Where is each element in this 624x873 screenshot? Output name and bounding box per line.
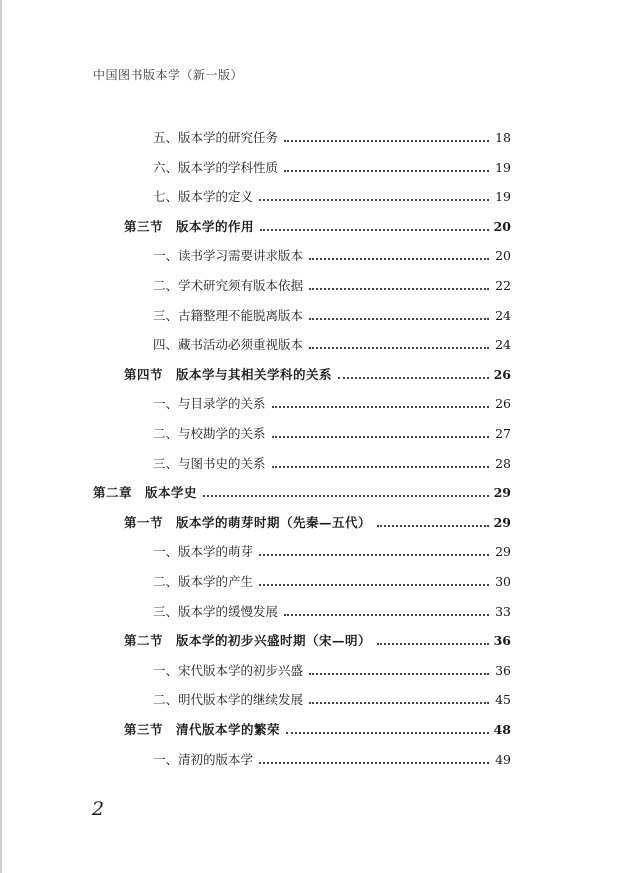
toc-entry-title: 一、版本学的萌芽 — [153, 544, 254, 560]
dot-leader — [286, 732, 489, 734]
toc-entry-item — [153, 393, 511, 415]
toc-entry-item — [153, 453, 511, 475]
toc-entry-title: 第三节 清代版本学的繁荣 — [124, 722, 281, 737]
dot-leader — [309, 702, 489, 704]
toc-entry-title: 一、清初的版本学 — [153, 751, 254, 767]
dot-leader — [259, 584, 489, 586]
toc-entry-item — [153, 245, 511, 267]
toc-entry-page: 36 — [493, 633, 511, 649]
toc-entry-page: 28 — [495, 455, 511, 471]
dot-leader — [284, 140, 489, 142]
running-header: 中国图书版本学（新一版） — [93, 68, 244, 82]
toc-entry-item — [153, 157, 511, 179]
toc-entry-page: 20 — [495, 248, 511, 264]
toc-entry-item — [153, 601, 511, 623]
toc-entry-page: 36 — [495, 662, 511, 678]
toc-entry-page: 19 — [495, 189, 511, 205]
toc-entry-title: 六、版本学的学科性质 — [153, 159, 279, 175]
toc-entry-section — [124, 719, 511, 741]
toc-entry-title: 一、读书学习需要讲求版本 — [153, 248, 304, 264]
toc-entry-title: 第四节 版本学与其相关学科的关系 — [124, 366, 333, 382]
toc-entry-item — [153, 334, 511, 356]
toc-entry-page: 29 — [495, 544, 511, 560]
dot-leader — [272, 436, 489, 438]
toc-entry-page: 45 — [495, 692, 511, 708]
toc-entry-section — [124, 364, 511, 386]
toc-entry-page: 33 — [495, 603, 511, 619]
toc-entry-title: 一、宋代版本学的初步兴盛 — [153, 662, 304, 678]
toc-entry-title: 四、藏书活动必须重视版本 — [153, 337, 304, 353]
toc-entry-title: 第二节 版本学的初步兴盛时期（宋—明） — [124, 633, 372, 649]
toc-entry-item — [153, 660, 511, 682]
dot-leader — [338, 377, 489, 379]
toc-entry-title: 七、版本学的定义 — [153, 189, 254, 205]
toc-entry-section — [124, 512, 511, 534]
toc-entry-page: 19 — [495, 159, 511, 175]
toc-entry-item — [153, 689, 511, 711]
toc-entry-page: 30 — [495, 574, 511, 589]
toc-entry-section — [124, 630, 511, 652]
dot-leader — [309, 318, 489, 320]
dot-leader — [309, 288, 489, 290]
toc-entry-page: 29 — [493, 485, 511, 501]
toc-entry-item — [153, 423, 511, 445]
dot-leader — [259, 199, 489, 201]
toc-entry-page: 26 — [493, 366, 511, 382]
toc-entry-title: 第一节 版本学的萌芽时期（先秦—五代） — [124, 514, 372, 530]
dot-leader — [272, 466, 489, 468]
toc-entry-title: 一、与目录学的关系 — [153, 396, 266, 412]
toc-entry-page: 22 — [495, 278, 511, 293]
dot-leader — [309, 258, 489, 260]
toc-entry-section — [124, 216, 511, 238]
toc-entry-page: 27 — [495, 426, 511, 441]
toc-entry-page: 24 — [495, 337, 511, 353]
toc-entry-item — [153, 186, 511, 208]
toc-entry-title: 二、与校勘学的关系 — [153, 426, 266, 441]
page-number: 2 — [92, 798, 105, 820]
dot-leader — [377, 525, 489, 527]
toc-entry-item — [153, 275, 511, 297]
toc-entry-page: 26 — [495, 396, 511, 412]
toc-entry-chapter — [93, 482, 511, 504]
dot-leader — [272, 406, 489, 408]
toc-entry-title: 二、学术研究须有版本依据 — [153, 278, 304, 293]
toc-entry-title: 三、古籍整理不能脱离版本 — [153, 307, 304, 323]
dot-leader — [377, 643, 489, 645]
toc-entry-page: 24 — [495, 307, 511, 323]
toc-entry-page: 48 — [493, 722, 511, 737]
dot-leader — [309, 347, 489, 349]
toc-entry-item — [153, 749, 511, 771]
toc-entry-title: 第三节 版本学的作用 — [124, 218, 255, 234]
toc-entry-item — [153, 541, 511, 563]
toc-entry-page: 20 — [493, 218, 511, 234]
toc-entry-title: 第二章 版本学史 — [93, 485, 198, 501]
dot-leader — [203, 495, 489, 497]
toc-entry-title: 二、版本学的产生 — [153, 574, 254, 589]
dot-leader — [309, 673, 489, 675]
dot-leader — [284, 614, 489, 616]
dot-leader — [259, 762, 489, 764]
toc-entry-title: 三、版本学的缓慢发展 — [153, 603, 279, 619]
toc-entry-item — [153, 571, 511, 593]
toc-entry-page: 18 — [495, 130, 511, 145]
toc-entry-item — [153, 305, 511, 327]
dot-leader — [284, 170, 489, 172]
toc-entry-page: 29 — [493, 514, 511, 530]
toc-entry-title: 二、明代版本学的继续发展 — [153, 692, 304, 708]
toc-entry-item — [153, 127, 511, 149]
toc-entry-title: 五、版本学的研究任务 — [153, 130, 279, 145]
toc-entry-page: 49 — [495, 751, 511, 767]
dot-leader — [260, 229, 489, 231]
dot-leader — [259, 554, 489, 556]
toc-entry-title: 三、与图书史的关系 — [153, 455, 266, 471]
